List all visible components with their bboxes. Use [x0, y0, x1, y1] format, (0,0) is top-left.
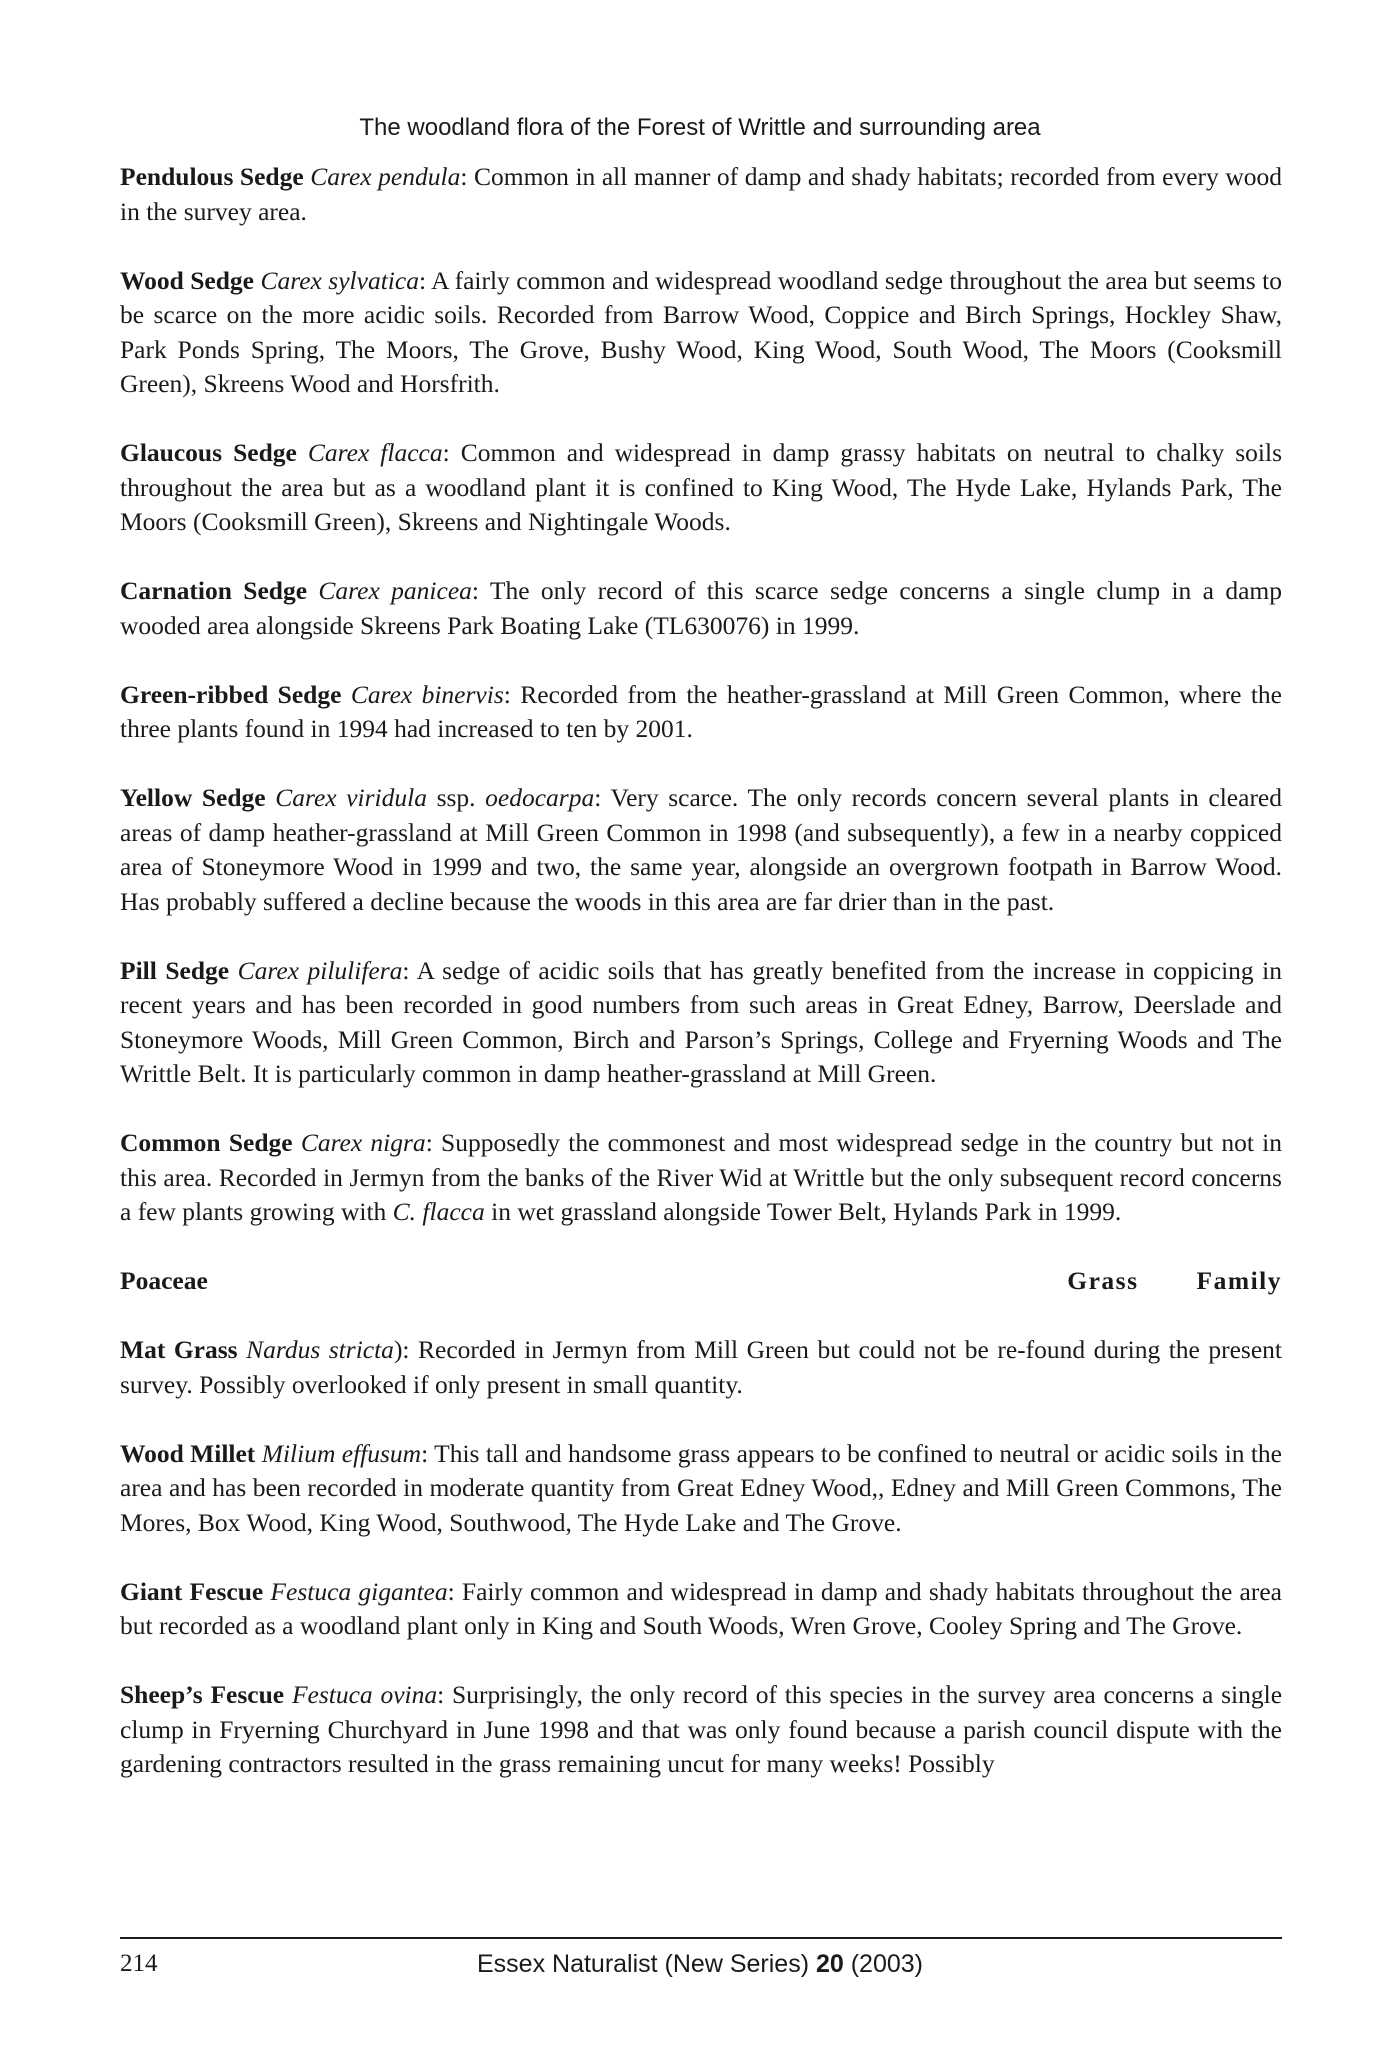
species-latin-name: Festuca gigantea: [270, 1576, 448, 1606]
family-label-word: Family: [1196, 1266, 1282, 1295]
page-number: 214: [120, 1950, 158, 1977]
species-description: Recorded from the heather-grassland at Mill Green Common, where the three plants found in 1994 had increased to ten by 2001.: [120, 679, 1282, 743]
journal-volume: 20: [815, 1950, 844, 1978]
species-latin-name: Carex nigra: [300, 1128, 426, 1157]
species-description: Supposedly the commonest and most widespread sedge in the country but not in this area. Recorded in Jermyn from the banks of the River Wid at Writtle but the only subsequent record concerns a few plants growing with: [120, 1128, 1283, 1226]
family-heading: [120, 1264, 1282, 1299]
species-description: Recorded in Jermyn from Mill Green but could not be re-found during the present survey. Possibly overlooked if only present in small quantity.: [120, 1335, 1283, 1399]
species-entry: [120, 1333, 1282, 1402]
species-latin-name: Carex viridula: [275, 783, 427, 812]
species-common-name: Sheep’s Fescue: [120, 1680, 285, 1709]
entry-separator: ):: [393, 1335, 410, 1364]
species-common-name: Wood Sedge: [120, 265, 254, 295]
species-common-name: Giant Fescue: [120, 1576, 264, 1606]
journal-year: (2003): [850, 1950, 923, 1978]
species-description: This tall and handsome grass appears to be confined to neutral or acidic soils in the area and has been recorded in moderate quantity from Great Edney Wood,, Edney and Mill Green Commons, The Mores, Box Wood, King Wood, Southwood, The Hyde Lake and The Grove.: [120, 1438, 1282, 1537]
species-description: The only record of this scarce sedge concerns a single clump in a damp wooded area alongside Skreens Park Boating Lake (TL630076) in 1999.: [120, 576, 1282, 640]
species-entry: [120, 574, 1282, 643]
entry-separator: :: [471, 576, 479, 605]
entry-separator: :: [437, 1680, 445, 1709]
species-common-name: Pill Sedge: [120, 955, 230, 985]
entry-separator: :: [425, 1128, 433, 1157]
species-entry: [120, 436, 1282, 540]
family-label-word: Grass: [1067, 1266, 1139, 1295]
entry-separator: :: [447, 1576, 455, 1606]
species-common-name: Pendulous Sedge: [120, 162, 304, 191]
subspecies-abbrev: ssp.: [426, 783, 486, 812]
article-body: [120, 160, 1282, 1816]
family-common-label: [1067, 1264, 1282, 1299]
entry-separator: :: [503, 679, 511, 709]
species-description-cont: in wet grassland alongside Tower Belt, Hylands Park in 1999.: [484, 1197, 1122, 1226]
species-common-name: Carnation Sedge: [120, 576, 308, 605]
species-common-name: Mat Grass: [120, 1335, 238, 1364]
footer-rule: [120, 1937, 1282, 1939]
species-latin-name: Carex sylvatica: [260, 265, 419, 295]
species-latin-name: Festuca ovina: [291, 1680, 438, 1709]
species-common-name: Wood Millet: [120, 1438, 256, 1468]
species-description: Surprisingly, the only record of this species in the survey area concerns a single clump in Fryerning Churchyard in June 1998 and that was only found because a parish council dispute with the gardening contractors resulted in the grass remaining uncut for many weeks! Possibly: [120, 1680, 1283, 1778]
species-entry: [120, 954, 1282, 1092]
species-description: A fairly common and widespread woodland sedge throughout the area but seems to be scarce on the more acidic soils. Recorded from Barrow Wood, Coppice and Birch Springs, Hockley Shaw, Park Ponds Spring, The Moors, The Grove, Bushy Wood, King Wood, South Wood, The Moors (Cooksmill Green), Skreens Wood and Horsfrith.: [120, 265, 1283, 398]
species-description: Common in all manner of damp and shady habitats; recorded from every wood in the survey area.: [120, 162, 1283, 226]
species-latin-name: Milium effusum: [261, 1438, 422, 1468]
species-latin-name: Carex panicea: [318, 576, 472, 605]
species-entry: [120, 1437, 1282, 1541]
running-head: The woodland flora of the Forest of Writtle and surrounding area: [359, 114, 1041, 141]
subspecies-name: oedocarpa: [485, 783, 595, 812]
species-entry: [120, 1126, 1282, 1230]
entry-separator: :: [460, 162, 468, 191]
species-entry: [120, 1678, 1282, 1782]
species-description: Fairly common and widespread in damp and shady habitats throughout the area but recorded as a woodland plant only in King and South Woods, Wren Grove, Cooley Spring and The Grove.: [120, 1576, 1282, 1640]
species-entry: [120, 781, 1282, 919]
journal-citation: [0, 1950, 1400, 1979]
species-latin-name: Carex pendula: [310, 162, 461, 191]
species-entry: [120, 264, 1282, 402]
species-description: Common and widespread in damp grassy habitats on neutral to chalky soils throughout the area but as a woodland plant it is confined to King Wood, The Hyde Lake, Hylands Park, The Moors (Cooksmill Green), Skreens and Nightingale Woods.: [120, 438, 1282, 536]
species-entry: [120, 1575, 1282, 1644]
species-entry: [120, 160, 1282, 229]
entry-separator: :: [442, 438, 450, 467]
entry-separator: :: [421, 1438, 429, 1468]
species-latin-reference: C. flacca: [392, 1197, 485, 1226]
species-latin-name: Carex pilulifera: [237, 955, 403, 985]
entry-separator: :: [594, 783, 602, 812]
journal-name: Essex Naturalist (New Series): [476, 1950, 810, 1978]
entry-separator: :: [402, 955, 410, 985]
species-latin-name: Carex flacca: [307, 438, 443, 467]
species-entry: [120, 678, 1282, 747]
species-common-name: Yellow Sedge: [120, 783, 266, 812]
species-common-name: Green-ribbed Sedge: [120, 679, 342, 709]
species-description: A sedge of acidic soils that has greatly benefited from the increase in coppicing in recent years and has been recorded in good numbers from such areas in Great Edney, Barrow, Deerslade and Stoneymore Woods, Mill Green Common, Birch and Parson’s Springs, College and Fryerning Woods and The Writtle Belt. It is particularly common in damp heather-grassland at Mill Green.: [120, 955, 1282, 1088]
entry-separator: :: [418, 265, 427, 295]
species-common-name: Glaucous Sedge: [120, 438, 297, 467]
species-latin-name: Carex binervis: [350, 679, 504, 709]
family-name: Poaceae: [120, 1266, 208, 1295]
species-description: Very scarce. The only records concern several plants in cleared areas of damp heather-grassland at Mill Green Common in 1998 (and subsequently), a few in a nearby coppiced area of Stoneymore Wood in 1999 and two, the same year, alongside an overgrown footpath in Barrow Wood. Has probably suffered a decline because the woods in this area are far drier than in the past.: [120, 783, 1283, 916]
species-latin-name: Nardus stricta: [246, 1335, 394, 1364]
species-common-name: Common Sedge: [120, 1128, 293, 1157]
